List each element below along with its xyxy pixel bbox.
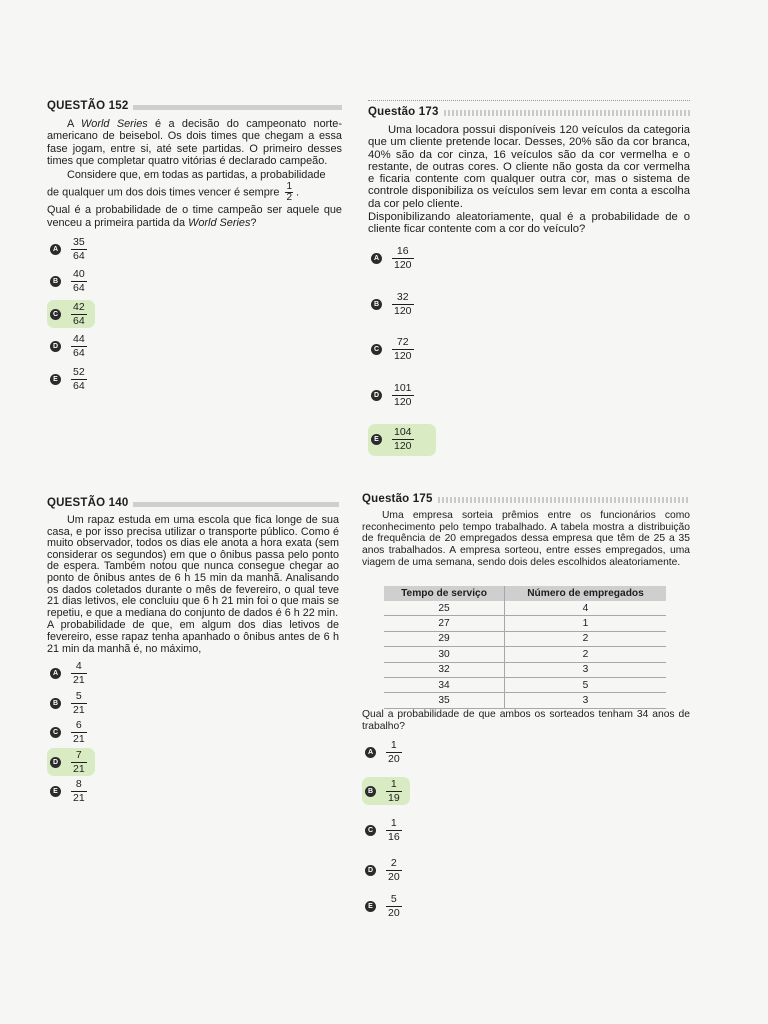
option-letter-badge: A [371, 253, 382, 264]
option-a[interactable] [47, 237, 87, 262]
option-e[interactable] [47, 367, 87, 392]
question-header [47, 99, 342, 113]
table-cell: 3 [505, 662, 667, 677]
table-cell: 2 [505, 647, 667, 662]
header-bar [133, 105, 342, 110]
table-cell: 30 [384, 647, 505, 662]
header-bar [444, 110, 690, 116]
option-letter-badge: D [371, 390, 382, 401]
option-fraction: $\frac{40}{64}$ [73, 268, 85, 295]
table-cell: 32 [384, 662, 505, 677]
option-fraction: $\frac{4}{21}$ [73, 660, 85, 687]
table-row [384, 647, 666, 662]
question-prompt: Qual é a probabilidade de o time campeão ser aquele que venceu a primeira partida da World Series? [47, 204, 342, 229]
table-cell: 34 [384, 677, 505, 692]
table-cell: 29 [384, 631, 505, 646]
table-row [384, 601, 666, 616]
answer-options [47, 661, 339, 811]
table-header-row [384, 586, 666, 601]
option-fraction: $\frac{1}{20}$ [388, 739, 400, 765]
option-fraction: $\frac{1}{19}$ [388, 777, 400, 804]
table-header-cell: Tempo de serviço [384, 586, 505, 601]
option-fraction: $\frac{7}{21}$ [73, 748, 85, 775]
question-prompt: Qual a probabilidade de que ambos os sorteados tenham 34 anos de trabalho? [362, 709, 690, 732]
option-fraction: $\frac{72}{120}$ [394, 335, 412, 362]
option-b-highlighted[interactable] [362, 777, 410, 805]
option-fraction: $\frac{42}{64}$ [73, 300, 85, 327]
option-letter-badge: E [50, 786, 61, 797]
option-fraction: $\frac{8}{21}$ [73, 778, 85, 805]
question-header [368, 105, 690, 119]
option-letter-badge: B [50, 276, 61, 287]
statement-paragraph: Uma locadora possui disponíveis 120 veículos da categoria que um cliente pretende locar. Desses, 20% são da cor branca, 40% são da cor cinza, 16 veículos são da cor vermelha e o restante, de outras cores. O cliente não gosta da cor vermelha e ficaria contente com qualquer outra cor, mas o sistema de controle disponibiliza os veículos sem levar em conta a escolha da cor pelo cliente. [368, 124, 690, 210]
option-b[interactable] [368, 292, 414, 317]
question-prompt: Disponibilizando aleatoriamente, qual é a probabilidade de o cliente ficar contente com a cor do veículo? [368, 211, 690, 236]
option-letter-badge: E [371, 434, 382, 445]
question-title: QUESTÃO 140 [47, 497, 129, 509]
option-a[interactable] [362, 740, 402, 765]
table-cell: 3 [505, 693, 667, 708]
option-fraction: $\frac{6}{21}$ [73, 719, 85, 746]
option-d-highlighted[interactable] [47, 748, 95, 776]
option-letter-badge: B [365, 786, 376, 797]
option-fraction: $\frac{32}{120}$ [394, 290, 412, 317]
option-fraction: $\frac{5}{21}$ [73, 690, 85, 717]
statement-paragraph: Considere que, em todas as partidas, a probabilidade [67, 169, 326, 182]
dotted-divider [368, 100, 690, 101]
question-header [362, 492, 690, 506]
table-cell: 4 [505, 601, 667, 616]
question-152 [47, 99, 342, 397]
option-letter-badge: A [365, 747, 376, 758]
question-173 [368, 105, 690, 466]
option-letter-badge: A [50, 668, 61, 679]
option-letter-badge: C [50, 727, 61, 738]
option-letter-badge: D [365, 865, 376, 876]
table-row [384, 631, 666, 646]
table-cell: 5 [505, 677, 667, 692]
option-c-highlighted[interactable] [47, 300, 95, 328]
statement-paragraph: Uma empresa sorteia prêmios entre os funcionários como reconhecimento pelo tempo trabalhado. A tabela mostra a distribuição de frequência de 20 empregados dessa empresa que têm de 25 a 35 anos trabalhados. A empresa sorteou, entre esses empregados, uma viagem de uma semana, sendo dois deles escolhidos aleatoriamente. [362, 510, 690, 568]
option-fraction: $\frac{52}{64}$ [73, 366, 85, 393]
option-fraction: $\frac{44}{64}$ [73, 333, 85, 360]
option-d[interactable] [368, 383, 414, 408]
option-fraction: $\frac{2}{20}$ [388, 857, 400, 883]
table-cell: 25 [384, 601, 505, 616]
option-e[interactable] [362, 894, 402, 919]
frequency-table [384, 586, 666, 709]
option-letter-badge: D [50, 757, 61, 768]
option-c[interactable] [368, 337, 414, 362]
option-letter-badge: C [371, 344, 382, 355]
option-a[interactable] [368, 246, 414, 271]
option-c[interactable] [362, 818, 402, 843]
table-row [384, 693, 666, 708]
table-row [384, 616, 666, 631]
option-fraction: $\frac{5}{20}$ [388, 893, 400, 919]
question-prompt: A probabilidade de que, em algum dos dias letivos de fevereiro, esse rapaz tenha apanhado o ônibus antes de 6 h 21 min da manhã é, no máximo, [47, 619, 339, 655]
table-cell: 35 [384, 693, 505, 708]
option-d[interactable] [47, 334, 87, 359]
option-e[interactable] [47, 779, 87, 804]
option-fraction: $\frac{1}{16}$ [388, 817, 400, 843]
question-header [47, 496, 339, 510]
option-letter-badge: C [50, 309, 61, 320]
header-bar [438, 497, 690, 503]
option-fraction: $\frac{35}{64}$ [73, 236, 85, 263]
statement-paragraph: Um rapaz estuda em uma escola que fica longe de sua casa, e por isso precisa utilizar o transporte público. Como é muito observador, todos os dias ele anota a hora exata (sem considerar os segundos) em que o ônibus passa pelo ponto de espera. Também notou que nunca consegue chegar ao ponto de ônibus antes de 6 h 15 min da manhã. Analisando os dados coletados durante o mês de fevereiro, o qual teve 21 dias letivos, ele concluiu que 6 h 21 min foi o que mais se repetiu, e que a mediana do conjunto de dados é 6 h 22 min. [47, 514, 339, 619]
option-a[interactable] [47, 661, 87, 686]
option-e-highlighted[interactable] [368, 424, 436, 456]
option-letter-badge: E [365, 901, 376, 912]
option-letter-badge: A [50, 244, 61, 255]
option-c[interactable] [47, 720, 87, 745]
option-letter-badge: D [50, 341, 61, 352]
table-cell: 1 [505, 616, 667, 631]
table-row [384, 677, 666, 692]
answer-options [362, 740, 562, 930]
table-cell: 27 [384, 616, 505, 631]
header-bar [133, 502, 339, 507]
question-175 [362, 492, 690, 932]
option-letter-badge: B [371, 299, 382, 310]
question-140 [47, 496, 339, 811]
question-title: Questão 173 [368, 106, 439, 118]
option-fraction: $\frac{101}{120}$ [394, 381, 412, 408]
statement-paragraph: A World Series é a decisão do campeonato norte-americano de beisebol. Os dois times que chegam a essa fase jogam, entre si, até sete partidas. O primeiro desses times que completar quatro vitórias é declarado campeão. [47, 118, 342, 167]
option-b[interactable] [47, 269, 87, 294]
table-header-cell: Número de empregados [505, 586, 667, 601]
statement-paragraph: de qualquer um dos dois times vencer é sempre $\frac{1}{2}$ . [47, 181, 300, 204]
option-letter-badge: C [365, 825, 376, 836]
option-b[interactable] [47, 691, 87, 716]
answer-options [368, 246, 690, 466]
option-fraction: $\frac{16}{120}$ [394, 244, 412, 271]
answer-options [47, 237, 342, 397]
option-fraction: $\frac{104}{120}$ [394, 426, 412, 453]
question-title: QUESTÃO 152 [47, 100, 129, 112]
inline-fraction: $\frac{1}{2}$ [286, 181, 293, 204]
table-cell: 2 [505, 631, 667, 646]
option-letter-badge: B [50, 698, 61, 709]
option-d[interactable] [362, 858, 402, 883]
question-title: Questão 175 [362, 493, 433, 505]
option-letter-badge: E [50, 374, 61, 385]
table-row [384, 662, 666, 677]
